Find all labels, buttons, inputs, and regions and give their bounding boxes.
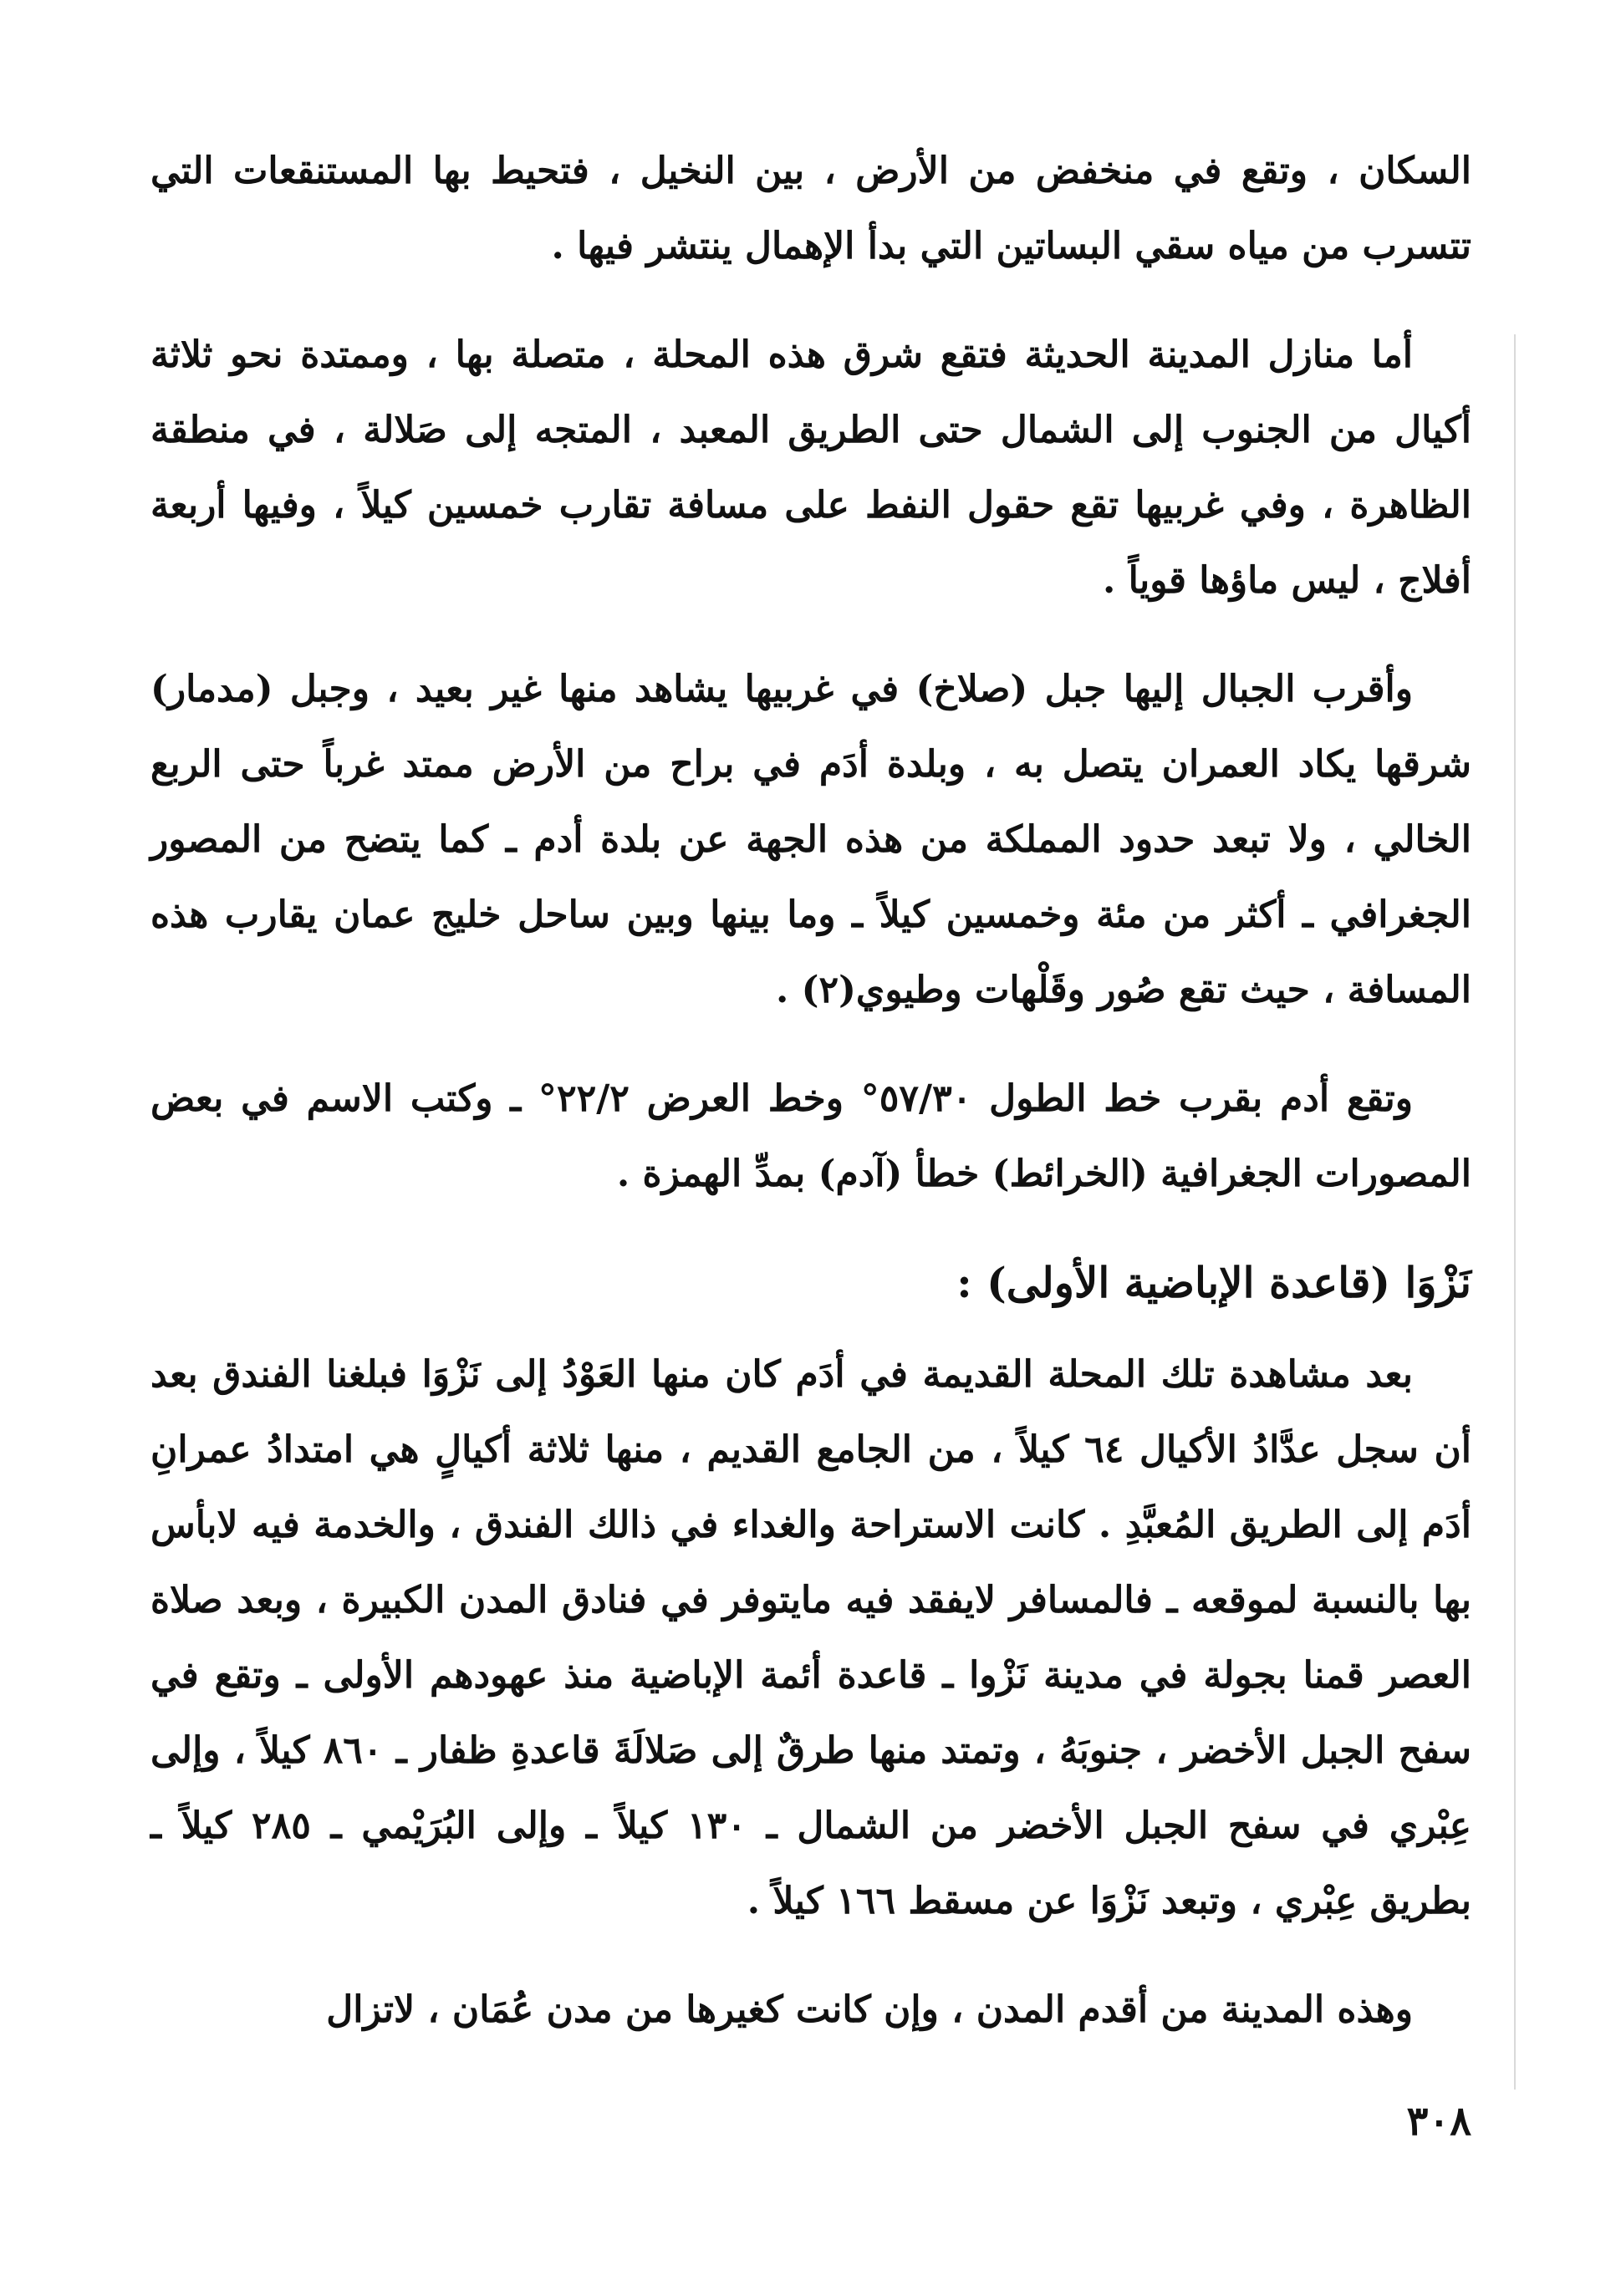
paragraph-2: أما منازل المدينة الحديثة فتقع شرق هذه المحلة ، متصلة بها ، وممتدة نحو ثلاثة أكيال من الجنوب إلى الشمال حتى الطريق المعبد ، المتجه إلى صَلالة ، في منطقة الظاهرة ، وفي غربيها تقع حقول النفط على مسافة تقارب خمسين كيلاً ، وفيها أربعة أفلاج ، ليس ماؤها قوياً . bbox=[150, 333, 1471, 602]
paragraph-5: بعد مشاهدة تلك المحلة القديمة في أدَم كان منها العَوْدُ إلى نَزْوَا فبلغنا الفندق بعد أن سجل عدَّادُ الأكيال ٦٤ كيلاً ، من الجامع القديم ، منها ثلاثة أكيالٍ هي امتدادُ عمرانِ أدَم إلى الطريق المُعبَّدِ . كانت الاستراحة والغداء في ذالك الفندق ، والخدمة فيه لابأس بها بالنسبة لموقعه ـ فالمسافر لايفقد فيه مايتوفر في فنادق المدن الكبيرة ، وبعد صلاة العصر قمنا بجولة في مدينة نَزْوا ـ قاعدة أئمة الإباضية منذ عهودهم الأولى ـ وتقع في سفح الجبل الأخضر ، جنوبَهُ ، وتمتد منها طرقٌ إلى صَلالَةَ قاعدةِ ظفار ـ ٨٦٠ كيلاً ، وإلى عِبْري في سفح الجبل الأخضر من الشمال ـ ١٣٠ كيلاً ـ وإلى البُرَيْمي ـ ٢٨٥ كيلاً ـ بطريق عِبْري ، وتبعد نَزْوَا عن مسقط ١٦٦ كيلاً . bbox=[150, 1353, 1472, 1922]
scan-edge-line bbox=[1514, 334, 1516, 2090]
paragraph-4: وتقع أدم بقرب خط الطول ٥٧/٣٠° وخط العرض ٢٢/٢° ـ وكتب الاسم في بعض المصورات الجغرافية (الخرائط) خطأ (آدم) بمدِّ الهمزة . bbox=[150, 1077, 1471, 1195]
page-number: ٣٠٨ bbox=[1406, 2098, 1471, 2145]
paragraph-3: وأقرب الجبال إليها جبل (صلاخ) في غربيها يشاهد منها غير بعيد ، وجبل (مدمار) شرقها يكاد العمران يتصل به ، وبلدة أدَم في براح من الأرض ممتد غرباً حتى الربع الخالي ، ولا تبعد حدود المملكة من هذه الجهة عن بلدة أدم ـ كما يتضح من المصور الجغرافي ـ أكثر من مئة وخمسين كيلاً ـ وما بينها وبين ساحل خليج عمان يقارب هذه المسافة ، حيث تقع صُور وقَلْهات وطيوي(٢) . bbox=[150, 668, 1471, 1011]
document-page bbox=[150, 134, 1471, 2207]
section-heading: نَزْوَا (قاعدة الإباضية الأولى) : bbox=[956, 1258, 1471, 1307]
paragraph-1: السكان ، وتقع في منخفض من الأرض ، بين النخيل ، فتحيط بها المستنقعات التي تتسرب من مياه سقي البساتين التي بدأ الإهمال ينتشر فيها . bbox=[150, 150, 1471, 267]
paragraph-6: وهذه المدينة من أقدم المدن ، وإن كانت كغيرها من مدن عُمَان ، لاتزال bbox=[326, 1988, 1413, 2031]
